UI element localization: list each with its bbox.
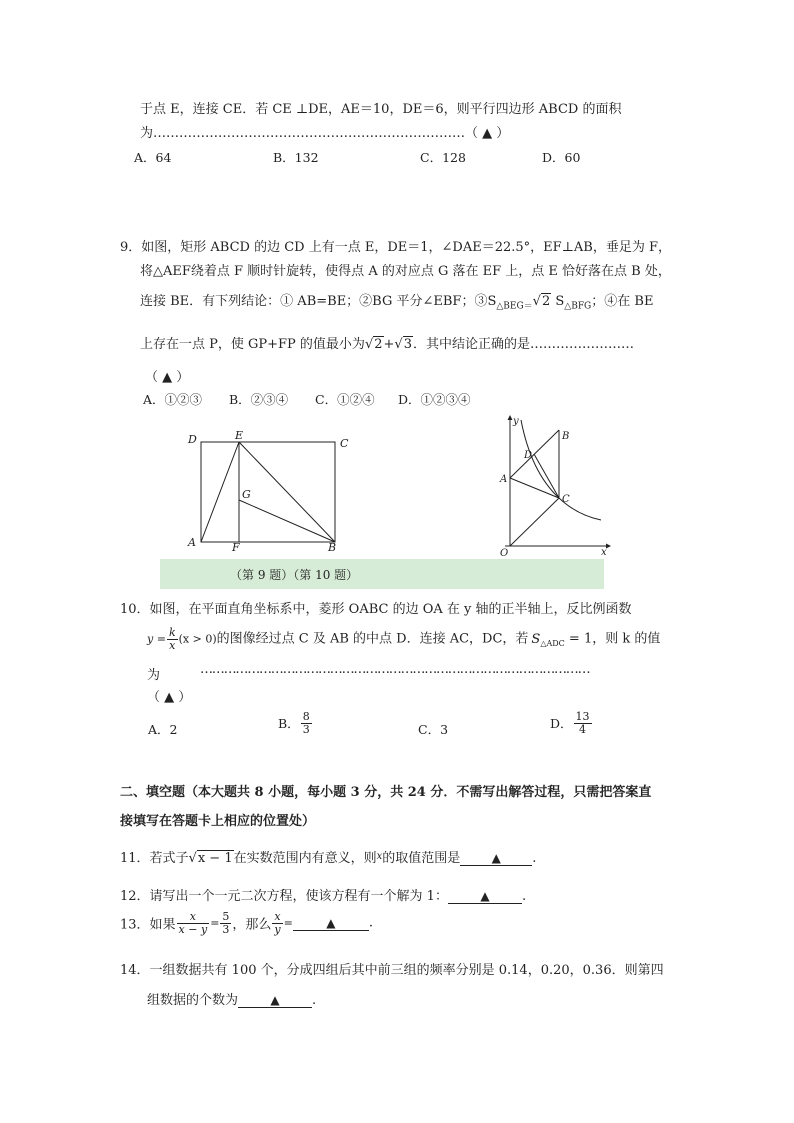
q9-text-line3: 连接 BE．有下列结论：① AB=BE；②BG 平分∠EBF；$③S_{\triangle BEG=}√2$ $S_{\triangle BFG}$；④在 BE <box>140 294 654 312</box>
q14-text-line1: 14．一组数据共有 100 个，分成四组后其中前三组的频率分别是 0.14，0.20，0.36．则第四 <box>120 963 664 978</box>
q13-fraction-3 <box>272 911 282 935</box>
segment-ae <box>201 442 239 542</box>
q8-option-c: C．128 <box>420 150 466 165</box>
q10-option-d <box>550 711 593 735</box>
q10-option-b-fraction <box>301 711 312 735</box>
q9-answer-mark: （ ▲ ） <box>145 370 190 385</box>
q8-option-b: B．132 <box>273 150 319 165</box>
q9-line3-sub1: △BEG＝ <box>496 301 533 312</box>
q13-f1-num: x <box>177 911 210 924</box>
q8-text-line1: 于点 E，连接 CE．若 CE ⊥DE，AE＝10，DE＝6，则平行四边形 ABCD 的面积 <box>140 102 622 117</box>
q10-area-sub: △ADC <box>540 639 565 649</box>
label-a: A <box>500 474 508 485</box>
q11-var: x <box>376 851 383 862</box>
q9-line3-a: 连接 BE．有下列结论：① AB=BE；②BG 平分∠EBF；③S <box>140 294 497 309</box>
q12-a: 12．请写出一个一元二次方程，使该方程有一个解为 1： <box>120 889 448 904</box>
label-d: D <box>524 450 533 461</box>
q10-option-d-fraction <box>574 711 592 735</box>
q13-f3-den: y <box>274 922 281 936</box>
q13-text <box>120 911 373 935</box>
q13-f1-den: x − y <box>178 922 208 936</box>
label-b: B <box>562 431 570 442</box>
label-e: E <box>235 429 244 442</box>
label-o: O <box>500 548 509 559</box>
q8-option-a: A．64 <box>134 150 172 165</box>
label-b: B <box>328 541 337 554</box>
q8-answer-mark: （ ▲ ） <box>465 126 510 141</box>
q14-end: . <box>312 993 317 1008</box>
q13-f2-den: 3 <box>222 922 230 936</box>
q10-dots: ……………………………………………………………………………………… <box>200 662 590 677</box>
q10-text-line2 <box>147 627 660 651</box>
q10-option-b-num: 8 <box>302 710 310 723</box>
q10-area-val: = 1 <box>564 631 593 647</box>
q9-line4-a: 上存在一点 P，使 GP+FP 的值最小为 <box>140 337 365 352</box>
q9-text-line1: 9．如图，矩形 ABCD 的边 CD 上有一点 E，DE＝1，∠DAE＝22.5°，EF⊥AB，垂足为 F， <box>120 240 671 255</box>
q13-a: 13．如果 <box>120 917 176 933</box>
label-g: G <box>242 488 251 501</box>
q11-text: 11．若式子√x − 1在实数范围内有意义，则$^x$的取值范围是 ▲ . <box>120 851 537 866</box>
label-f: F <box>232 541 240 554</box>
label-y: y <box>513 416 519 427</box>
q9-line4-sqrt2: 3 <box>403 337 412 352</box>
q9-line3-sub2: △BFG <box>564 301 592 312</box>
q13-answer-blank[interactable]: ▲ <box>293 916 369 931</box>
q11-b: 在实数范围内有意义，则 <box>233 851 377 866</box>
figure-caption: （第 9 题）（第 10 题） <box>230 568 359 582</box>
q12-text <box>120 885 526 904</box>
q8-option-d: D．60 <box>542 150 581 165</box>
q10-func-den: x <box>169 638 176 652</box>
q10-area-s: S <box>531 631 541 647</box>
q14-line2-a: 组数据的个数为 <box>147 993 239 1008</box>
q14-text-line2 <box>147 989 316 1008</box>
label-x: x <box>601 547 607 558</box>
q13-end: . <box>368 915 373 931</box>
q13-eq1: = <box>210 916 220 930</box>
q10-line3-prefix: 为 <box>147 668 161 683</box>
q9-line4-b: ．其中结论正确的是…………………… <box>413 337 635 352</box>
q9-option-d: D．①②③④ <box>398 392 471 407</box>
q8-line2-prefix: 为 <box>140 126 154 141</box>
q11-c: 的取值范围是 <box>382 851 461 866</box>
figure-caption-band <box>160 559 604 589</box>
q9-line4-plus: + <box>383 337 395 352</box>
segment-ac <box>510 478 559 498</box>
q10-line2-b: 的图像经过点 C 及 AB 的中点 D．连接 AC，DC，若 <box>216 631 529 647</box>
label-a: A <box>188 536 196 549</box>
q10-line2-c: ，则 k 的值 <box>592 631 661 647</box>
q9-option-b: B．②③④ <box>229 392 289 407</box>
q10-option-d-num: 13 <box>575 710 590 723</box>
rectangle-abcd <box>201 442 335 542</box>
q9-text-line4: 上存在一点 P，使 GP+FP 的值最小为√2+√3．其中结论正确的是…………………… <box>140 337 635 352</box>
q9-line4-sqrt1: 2 <box>374 337 383 352</box>
figure-q9 <box>180 425 360 555</box>
q10-text-line1: 10．如图，在平面直角坐标系中，菱形 OABC 的边 OA 在 y 轴的正半轴上，反比例函数 <box>120 602 632 617</box>
q9-text-line2: 将△AEF绕着点 F 顺时针旋转，使得点 A 的对应点 G 落在 EF 上，点 E 恰好落在点 B 处， <box>140 264 671 279</box>
q8-text-line2 <box>140 122 509 141</box>
label-c: C <box>562 494 570 505</box>
q9-option-c: C．①②④ <box>315 392 375 407</box>
q10-func-fraction <box>167 627 178 651</box>
q10-option-b <box>278 711 313 735</box>
q8-dots: ……………………………………………………………… <box>153 126 466 141</box>
segment-dc <box>534 454 559 498</box>
q11-sqrt: x − 1 <box>197 851 233 866</box>
q11-a: 11．若式子 <box>120 851 189 866</box>
q13-fraction-1 <box>177 911 210 935</box>
q9-line3-d: ；④在 BE <box>591 294 654 309</box>
segment-eb <box>239 442 335 542</box>
q13-fraction-2 <box>220 911 231 935</box>
q10-func-y: y = <box>147 632 166 646</box>
q11-answer-blank[interactable]: ▲ <box>460 851 532 866</box>
q13-b: ，那么 <box>232 917 272 933</box>
label-c: C <box>340 437 349 450</box>
q9-option-a: A．①②③ <box>143 392 203 407</box>
q9-line3-s: S <box>555 294 565 309</box>
segment-oc <box>510 498 559 546</box>
label-d: D <box>188 433 197 446</box>
segment-gb <box>239 500 335 542</box>
q11-end: . <box>532 851 537 866</box>
q10-func-num: k <box>168 626 176 639</box>
q10-answer-mark: （ ▲ ） <box>147 690 192 705</box>
q10-option-c: C．3 <box>418 722 449 737</box>
q13-f2-num: 5 <box>222 910 230 923</box>
q10-option-d-den: 4 <box>579 722 587 736</box>
hyperbola-curve <box>521 420 601 520</box>
q9-line3-sqrt: 2 <box>541 294 551 309</box>
section2-heading-line2: 接填写在答题卡上相应的位置处） <box>120 814 316 829</box>
section2-heading-line1: 二、填空题（本大题共 8 小题，每小题 3 分，共 24 分．不需写出解答过程，只需把答案直 <box>120 785 652 800</box>
figure-q10 <box>465 412 615 560</box>
q10-option-b-label: B． <box>278 716 300 732</box>
q13-f3-num: x <box>274 910 281 923</box>
q13-eq2: = <box>283 916 293 930</box>
q10-func-cond: (x > 0) <box>178 632 217 646</box>
q10-option-a: A．2 <box>148 722 178 737</box>
q10-option-b-den: 3 <box>302 722 310 736</box>
q14-answer-blank[interactable]: ▲ <box>238 993 312 1008</box>
q12-answer-blank[interactable]: ▲ <box>448 889 522 904</box>
q12-end: . <box>521 889 527 904</box>
q10-option-d-label: D． <box>550 716 573 732</box>
